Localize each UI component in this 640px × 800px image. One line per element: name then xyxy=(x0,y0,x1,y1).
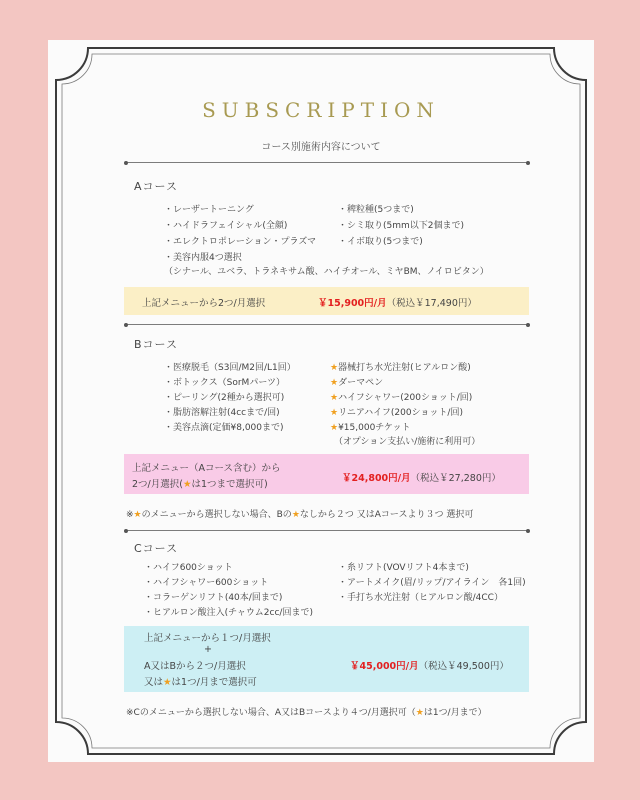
course-c-item: ・ハイフ600ショット xyxy=(144,563,233,573)
divider xyxy=(126,162,528,163)
offer-price-line xyxy=(318,295,477,309)
offer-tax: （税込￥49,500円） xyxy=(418,661,509,672)
offer-price: ￥45,000円/月 xyxy=(350,661,419,672)
subscription-card xyxy=(48,40,594,762)
star-icon: ★ xyxy=(330,393,339,403)
star-icon: ★ xyxy=(133,510,142,520)
course-b-item: ★器械打ち水光注射(ヒアルロン酸) xyxy=(330,363,471,373)
course-a-item: ・エレクトロポレーション・プラズマ xyxy=(164,237,317,247)
offer-label: 又は★は1つ/月まで選択可 xyxy=(144,677,257,688)
offer-tax: （税込￥17,490円） xyxy=(386,298,477,309)
course-b-item: ・ボトックス（SorMパーツ） xyxy=(164,378,285,388)
course-a-item: ・シミ取り(5mm以下2個まで) xyxy=(338,221,465,231)
offer-label: A又はBから２つ/月選択 xyxy=(144,661,246,672)
course-c-title: Cコース xyxy=(134,542,179,555)
course-c-item: ・ハイフシャワー600ショット xyxy=(144,578,269,588)
page-title: SUBSCRIPTION xyxy=(202,98,440,122)
course-b-item: ・美容点滴(定価¥8,000まで) xyxy=(164,423,284,433)
star-icon: ★ xyxy=(330,378,339,388)
course-b-footnote: ※★のメニューから選択しない場合、Bの★なしから２つ 又はAコースより３つ 選択可 xyxy=(126,510,474,520)
course-a-item: ・イボ取り(5つまで) xyxy=(338,237,423,247)
star-icon: ★ xyxy=(330,363,339,373)
offer-price-line xyxy=(350,658,509,672)
page-subtitle: コース別施術内容について xyxy=(261,142,381,153)
course-c-item: ・糸リフト(VOVリフト4本まで) xyxy=(338,563,469,573)
course-c-item: ・コラーゲンリフト(40本/回まで) xyxy=(144,593,283,603)
offer-label: 2つ/月選択(★は1つまで選択可) xyxy=(132,479,268,490)
course-b-item: ・ピーリング(2種から選択可) xyxy=(164,393,285,403)
course-b-title: Bコース xyxy=(134,338,178,351)
offer-price: ￥15,900円/月 xyxy=(318,298,387,309)
course-a-offer xyxy=(124,287,529,315)
offer-price-line xyxy=(342,470,501,484)
star-icon: ★ xyxy=(182,479,192,490)
course-b-offer xyxy=(124,454,529,494)
course-a-item: ・稗粒種(5つまで) xyxy=(338,205,414,215)
course-b-item: ★リニアハイフ(200ショット/回) xyxy=(330,408,463,418)
course-b-item: ★¥15,000チケット xyxy=(330,423,411,433)
star-icon: ★ xyxy=(330,408,339,418)
course-b-item: ★ハイフシャワー(200ショット/回) xyxy=(330,393,473,403)
offer-plus: + xyxy=(204,644,212,655)
offer-label: 上記メニューから１つ/月選択 xyxy=(144,633,271,644)
star-icon: ★ xyxy=(330,423,339,433)
course-a-detail: （シナール、ユベラ、トラネキサム酸、ハイチオール、ミヤBM、ノイロビタン） xyxy=(164,267,489,277)
course-a-title: Aコース xyxy=(134,180,178,193)
course-c-item: ・ヒアルロン酸注入(チャウム2cc/回まで) xyxy=(144,608,313,618)
offer-tax: （税込￥27,280円） xyxy=(410,473,501,484)
divider xyxy=(126,530,528,531)
course-c-footnote: ※Cのメニューから選択しない場合、A又はBコースより４つ/月選択可（★は1つ/月まで） xyxy=(126,708,487,718)
course-c-item: ・アートメイク(眉/リップ/アイライン 各1回) xyxy=(338,578,526,588)
divider xyxy=(126,324,528,325)
offer-label: 上記メニュー（Aコース含む）から xyxy=(132,463,281,474)
course-c-item: ・手打ち水光注射（ヒアルロン酸/4CC） xyxy=(338,593,503,603)
course-a-item: ・レーザートーニング xyxy=(164,205,254,215)
course-b-item: ・医療脱毛（S3回/M2回/L1回） xyxy=(164,363,296,373)
course-b-item: ・脂肪溶解注射(4ccまで/回) xyxy=(164,408,280,418)
offer-label: 上記メニューから2つ/月選択 xyxy=(142,298,266,309)
star-icon: ★ xyxy=(291,510,300,520)
course-c-offer xyxy=(124,626,529,692)
course-a-item: ・ハイドラフェイシャル(全顔) xyxy=(164,221,288,231)
course-a-item: ・美容内服4つ選択 xyxy=(164,253,242,263)
offer-price: ￥24,800円/月 xyxy=(342,473,411,484)
course-b-item: ★ダーマペン xyxy=(330,378,384,388)
star-icon: ★ xyxy=(163,677,172,688)
course-b-item-note: （オプション支払い/施術に利用可） xyxy=(334,437,481,447)
star-icon: ★ xyxy=(415,708,424,718)
